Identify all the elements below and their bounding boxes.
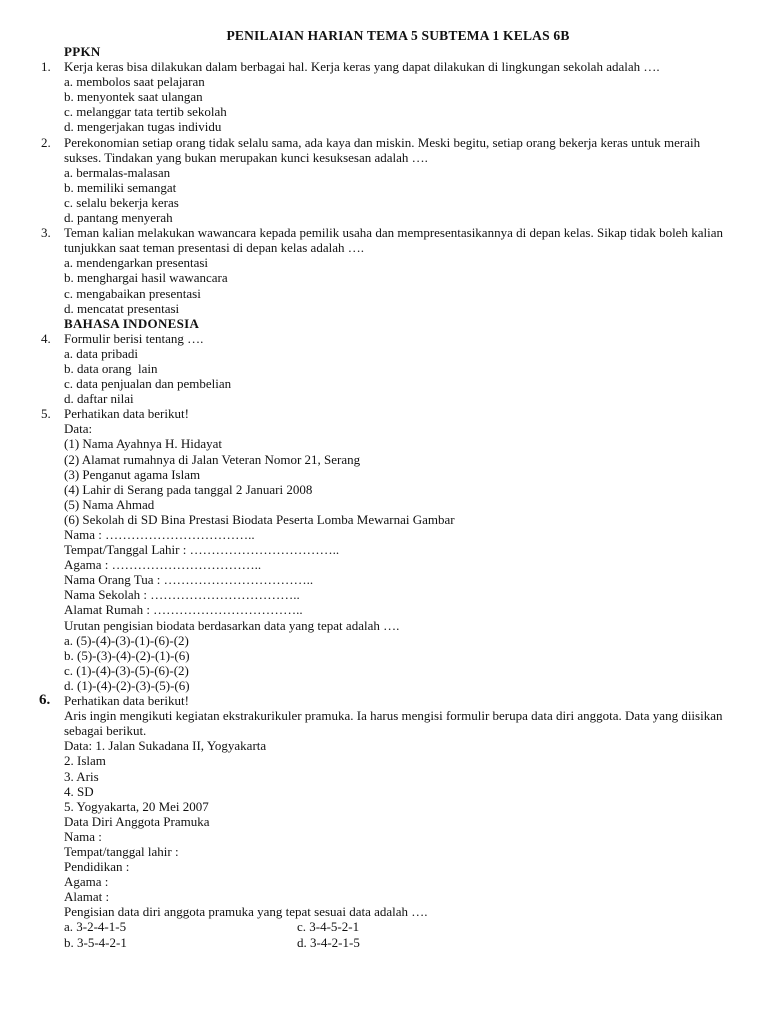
question-text: Perhatikan data berikut! [64,693,189,709]
option-b: b. menghargai hasil wawancara [64,270,228,286]
option-d: d. daftar nilai [64,391,134,407]
question-number: 5. [41,406,51,422]
option-d: d. 3-4-2-1-5 [297,934,360,950]
data-label: Data: [64,421,93,437]
option-d: d. mencatat presentasi [64,300,180,316]
option-a: a. mendengarkan presentasi [64,255,209,271]
question-prompt: Pengisian data diri anggota pramuka yang tepat sesuai data adalah …. [64,904,428,920]
data-item: 2. Islam [64,753,106,769]
question-text: Perhatikan data berikut! [64,406,189,422]
question-text: Formulir berisi tentang …. [64,330,204,346]
option-b: b. data orang lain [64,360,158,376]
option-b: b. memiliki semangat [64,179,177,195]
document-content [0,44,768,950]
option-a: a. bermalas-malasan [64,164,171,180]
question-text: Teman kalian melakukan wawancara kepada pemilik usaha dan mempresentasikannya di depan kelas. Sikap tidak boleh kalian tunjukkan saat teman presentasi di depan kelas adalah …. [64,225,723,256]
option-b: b. 3-5-4-2-1 [64,934,127,950]
form-field: Nama Orang Tua : …………………………….. [64,572,314,588]
question-number: 2. [41,134,51,150]
data-item: 4. SD [64,783,94,799]
data-item: (4) Lahir di Serang pada tanggal 2 Januari 2008 [64,481,313,497]
question-description: Aris ingin mengikuti kegiatan ekstrakurikuler pramuka. Ia harus mengisi formulir berupa data diri anggota. Data yang diisikan sebagai berikut. [64,708,723,739]
option-c: c. mengabaikan presentasi [64,285,201,301]
form-field: Alamat : [64,889,110,905]
option-c: c. (1)-(4)-(3)-(5)-(6)-(2) [64,662,189,678]
form-field: Agama : [64,874,109,890]
question-1 [0,59,768,134]
form-title: Data Diri Anggota Pramuka [64,813,210,829]
form-field: Nama : …………………………….. [64,527,255,542]
option-c: c. selalu bekerja keras [64,194,179,210]
option-d: d. (1)-(4)-(2)-(3)-(5)-(6) [64,677,190,693]
form-field: Pendidikan : [64,859,130,875]
question-number: 6. [39,692,51,709]
form-field: Nama : [64,828,102,844]
option-d: d. pantang menyerah [64,210,173,226]
option-c: c. data penjualan dan pembelian [64,376,232,392]
question-6 [0,693,768,950]
data-item: (2) Alamat rumahnya di Jalan Veteran Nomor 21, Serang [64,451,361,467]
data-item: 3. Aris [64,768,99,784]
form-field: Tempat/Tanggal Lahir : …………………………….. [64,542,340,558]
question-text: Perekonomian setiap orang tidak selalu sama, ada kaya dan miskin. Meski begitu, setiap orang bekerja keras untuk meraih sukses. Tindakan yang bukan merupakan kunci kesuksesan adalah …. [64,134,701,165]
option-b: b. (5)-(3)-(4)-(2)-(1)-(6) [64,647,190,663]
form-field: Agama : …………………………….. [64,557,262,573]
option-c: c. melanggar tata tertib sekolah [64,104,227,120]
option-d: d. mengerjakan tugas individu [64,119,222,135]
form-field: Nama Sekolah : …………………………….. [64,587,300,603]
option-row [64,935,740,950]
option-a: a. 3-2-4-1-5 [64,919,127,935]
section-heading-bahasa-indonesia: BAHASA INDONESIA [64,315,200,331]
option-c: c. 3-4-5-2-1 [297,919,360,935]
question-2 [0,135,768,226]
question-number: 3. [41,225,51,241]
data-item: Data: 1. Jalan Sukadana II, Yogyakarta [64,738,267,754]
option-a: a. (5)-(4)-(3)-(1)-(6)-(2) [64,632,189,648]
form-field: Alamat Rumah : …………………………….. [64,602,303,618]
data-item: (5) Nama Ahmad [64,496,155,512]
question-number: 4. [41,330,51,346]
data-item: 5. Yogyakarta, 20 Mei 2007 [64,798,209,814]
question-number: 1. [41,59,51,75]
data-item: (1) Nama Ayahnya H. Hidayat [64,436,223,452]
question-prompt: Urutan pengisian biodata berdasarkan data yang tepat adalah …. [64,617,400,633]
data-item: (6) Sekolah di SD Bina Prestasi Biodata Peserta Lomba Mewarnai Gambar [64,511,455,527]
question-4 [0,331,768,406]
data-item: (3) Penganut agama Islam [64,466,201,482]
section-heading-ppkn: PPKN [64,44,101,59]
form-field: Tempat/tanggal lahir : [64,843,179,859]
option-a: a. membolos saat pelajaran [64,74,205,90]
question-text: Kerja keras bisa dilakukan dalam berbagai hal. Kerja keras yang dapat dilakukan di lingkungan sekolah adalah …. [64,59,660,75]
option-row [64,919,740,934]
option-a: a. data pribadi [64,345,138,361]
option-b: b. menyontek saat ulangan [64,89,203,105]
page-title: PENILAIAN HARIAN TEMA 5 SUBTEMA 1 KELAS 6B [226,28,570,43]
question-3 [0,225,768,316]
question-5 [0,406,768,693]
